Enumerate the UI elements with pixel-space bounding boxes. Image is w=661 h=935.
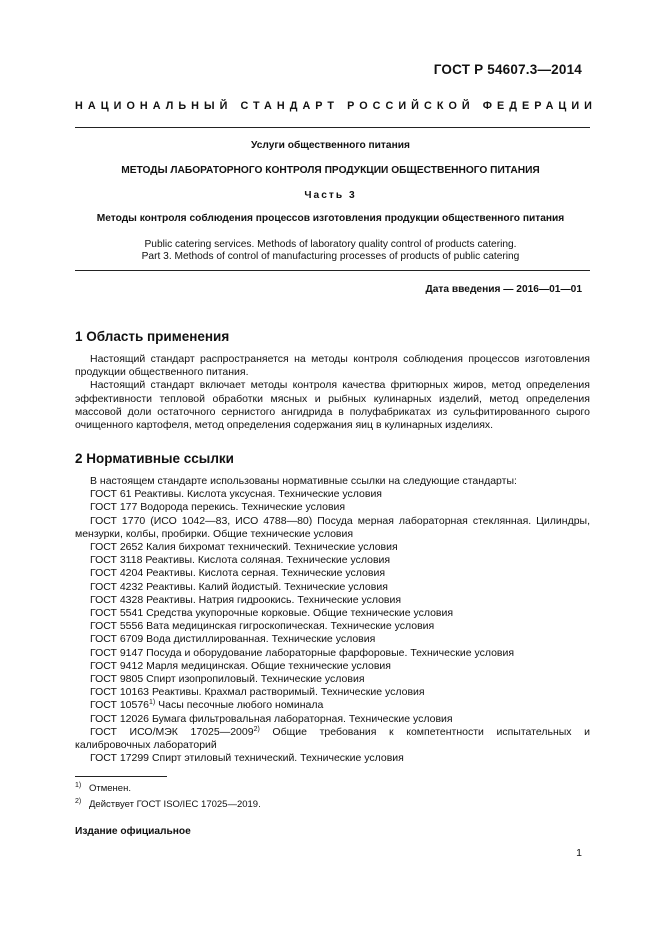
- section-1-body: [75, 353, 590, 432]
- footnote-ref: 1): [149, 699, 156, 707]
- reference-item: [75, 726, 590, 752]
- reference-code: ГОСТ ИСО/МЭК 17025—2009: [90, 725, 254, 738]
- reference-item: ГОСТ 177 Водорода перекись. Технические условия: [90, 501, 346, 514]
- reference-title: Часы песочные любого номинала: [155, 699, 324, 712]
- footnote-1: [75, 783, 131, 794]
- standard-number: ГОСТ Р 54607.3—2014: [433, 62, 582, 77]
- paragraph: Настоящий стандарт включает методы контроля качества фритюрных жиров, метод определения эффективности тепловой обработки мясных и рыбных кулинарных изделий, метод определения массовой доли остаточного сернистого ангидрида в полуфабрикатах из сульфитированного сырого очищенного картофеля, метод определения содержания яиц в кулинарных изделиях.: [75, 379, 590, 432]
- reference-item: [75, 699, 590, 712]
- english-title-line2: Part 3. Methods of control of manufacturing processes of products of public catering: [141, 251, 520, 262]
- reference-title: Общие требования к компетентности испытательных и калибровочных лабораторий: [75, 725, 591, 752]
- references-list: [75, 475, 590, 765]
- subject-title: Услуги общественного питания: [251, 140, 410, 151]
- reference-code: ГОСТ 10576: [90, 699, 150, 712]
- reference-item: ГОСТ 4232 Реактивы. Калий йодистый. Технические условия: [90, 580, 388, 593]
- header-rule: [75, 127, 590, 128]
- reference-item: ГОСТ 6709 Вода дистиллированная. Технические условия: [90, 633, 376, 646]
- introduction-date: Дата введения — 2016—01—01: [425, 284, 582, 295]
- reference-item: ГОСТ 5541 Средства укупорочные корковые. Общие технические условия: [90, 607, 454, 620]
- footnote-mark: 2): [75, 798, 82, 805]
- reference-item: ГОСТ 9147 Посуда и оборудование лабораторные фарфоровые. Технические условия: [90, 646, 515, 659]
- section-2-heading: 2 Нормативные ссылки: [75, 451, 234, 466]
- title-rule: [75, 270, 590, 271]
- part-label: Часть 3: [304, 190, 357, 201]
- footnote-text: Отменен.: [89, 783, 131, 794]
- reference-item: ГОСТ 4204 Реактивы. Кислота серная. Технические условия: [90, 567, 386, 580]
- reference-item: ГОСТ 4328 Реактивы. Натрия гидроокись. Технические условия: [90, 593, 402, 606]
- reference-item: ГОСТ 9805 Спирт изопропиловый. Технические условия: [90, 673, 365, 686]
- reference-item: ГОСТ 9412 Марля медицинская. Общие технические условия: [90, 659, 391, 672]
- reference-item: ГОСТ 61 Реактивы. Кислота уксусная. Технические условия: [90, 488, 382, 501]
- section-1-heading: 1 Область применения: [75, 329, 230, 344]
- paragraph: Настоящий стандарт распространяется на методы контроля соблюдения процессов изготовления продукции общественного питания.: [75, 353, 590, 379]
- reference-item: ГОСТ 1770 (ИСО 1042—83, ИСО 4788—80) Посуда мерная лабораторная стеклянная. Цилиндры, мензурки, колбы, пробирки. Общие технические условия: [75, 514, 590, 540]
- reference-item: ГОСТ 5556 Вата медицинская гигроскопическая. Технические условия: [90, 620, 435, 633]
- footnote-2: [75, 799, 261, 810]
- reference-item: ГОСТ 3118 Реактивы. Кислота соляная. Технические условия: [90, 554, 391, 567]
- reference-item: ГОСТ 12026 Бумага фильтровальная лабораторная. Технические условия: [90, 712, 453, 725]
- english-title-line1: Public catering services. Methods of laboratory quality control of products catering.: [144, 239, 517, 250]
- edition-label: Издание официальное: [75, 826, 191, 837]
- footnote-mark: 1): [75, 782, 82, 789]
- main-title: МЕТОДЫ ЛАБОРАТОРНОГО КОНТРОЛЯ ПРОДУКЦИИ ОБЩЕСТВЕННОГО ПИТАНИЯ: [121, 165, 540, 176]
- part-title: Методы контроля соблюдения процессов изготовления продукции общественного питания: [96, 213, 565, 224]
- footnote-rule: [75, 776, 167, 777]
- reference-item: ГОСТ 17299 Спирт этиловый технический. Технические условия: [90, 752, 404, 765]
- reference-item: ГОСТ 10163 Реактивы. Крахмал растворимый. Технические условия: [90, 686, 425, 699]
- page-number: 1: [576, 847, 582, 859]
- footnote-text: Действует ГОСТ ISO/IEC 17025—2019.: [89, 799, 261, 810]
- footnote-ref: 2): [253, 725, 260, 733]
- references-intro: В настоящем стандарте использованы нормативные ссылки на следующие стандарты:: [90, 475, 517, 487]
- national-standard-heading: НАЦИОНАЛЬНЫЙ СТАНДАРТ РОССИЙСКОЙ ФЕДЕРАЦИИ: [75, 100, 597, 112]
- reference-item: ГОСТ 2652 Калия бихромат технический. Технические условия: [90, 541, 398, 554]
